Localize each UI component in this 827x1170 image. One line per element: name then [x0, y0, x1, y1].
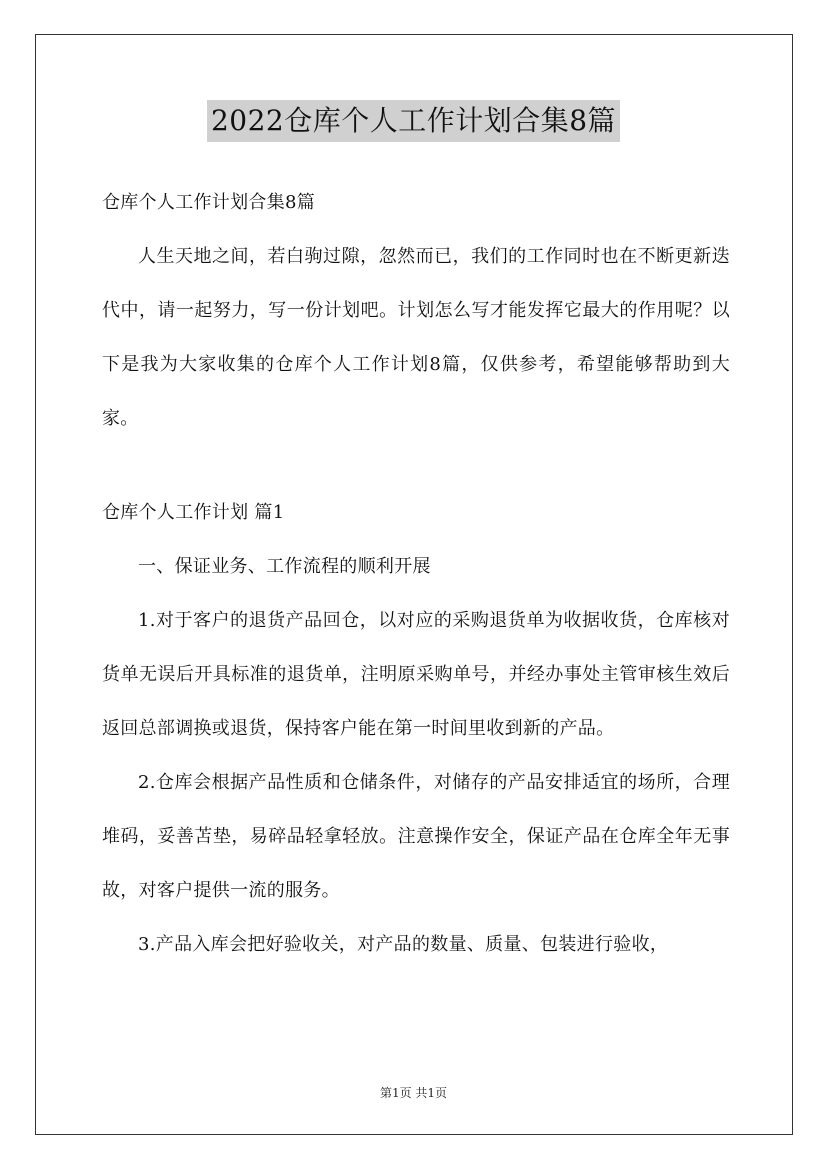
list-item-3: 3.产品入库会把好验收关，对产品的数量、质量、包装进行验收， [138, 934, 669, 955]
page-number: 第1页 共1页 [379, 1086, 448, 1100]
page-footer [0, 1084, 827, 1101]
document-title: 2022仓库个人工作计划合集8篇 [207, 100, 620, 142]
section-title: 仓库个人工作计划 篇1 [102, 502, 285, 523]
list-item-2: 2.仓库会根据产品性质和仓储条件，对储存的产品安排适宜的场所，合理堆码，妥善苫垫，易碎品轻拿轻放。注意操作安全，保证产品在仓库全年无事故，对客户提供一流的服务。 [102, 772, 730, 901]
document-body [102, 176, 730, 972]
section-heading: 一、保证业务、工作流程的顺利开展 [138, 556, 431, 577]
list-item-1: 1.对于客户的退货产品回仓，以对应的采购退货单为收据收货，仓库核对货单无误后开具标准的退货单，注明原采购单号，并经办事处主管审核生效后返回总部调换或退货，保持客户能在第一时间里收到新的产品。 [102, 610, 730, 739]
document-subtitle: 仓库个人工作计划合集8篇 [102, 192, 316, 213]
intro-paragraph: 人生天地之间，若白驹过隙，忽然而已，我们的工作同时也在不断更新迭代中，请一起努力，写一份计划吧。计划怎么写才能发挥它最大的作用呢？以下是我为大家收集的仓库个人工作计划8篇，仅供参考，希望能够帮助到大家。 [102, 246, 730, 429]
title-container [0, 100, 827, 142]
